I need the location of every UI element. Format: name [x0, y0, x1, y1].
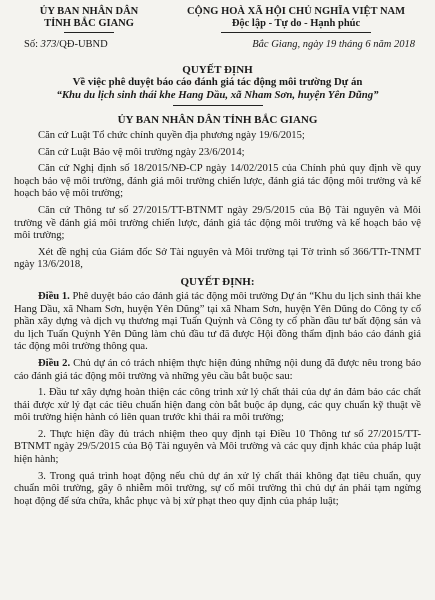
number-prefix: Số: [24, 39, 39, 50]
article-2-item-2: 2. Thực hiện đầy đủ trách nhiệm theo quy định tại Điều 10 Thông tư số 27/2015/TT-BTNMT ngày 29/5/2015 của Bộ Tài nguyên và Môi trường và các quy định khác của pháp luật hiện hành; [14, 428, 421, 466]
preamble-1: Căn cứ Luật Tổ chức chính quyền địa phương ngày 19/6/2015; [38, 130, 305, 141]
issuing-authority [14, 6, 164, 33]
national-motto [171, 6, 421, 33]
preamble-5: Xét đề nghị của Giám đốc Sở Tài nguyên và Môi trường tại Tờ trình số 366/TTr-TNMT ngày 13/6/2018, [14, 246, 421, 271]
document-subject [14, 76, 421, 101]
authority-underline [64, 32, 114, 33]
document-number [14, 39, 108, 50]
number-value: 373 [40, 39, 57, 50]
number-date-row [14, 39, 421, 50]
authority-line1: ỦY BAN NHÂN DÂN [39, 6, 139, 17]
motto-underline [221, 32, 371, 33]
article-1 [14, 291, 421, 354]
document-title: QUYẾT ĐỊNH [182, 64, 253, 76]
article-2 [14, 358, 421, 383]
preamble-3: Căn cứ Nghị định số 18/2015/NĐ-CP ngày 14/02/2015 của Chính phủ quy định về quy hoạch bảo vệ môi trường, đánh giá môi trường chiến lược, đánh giá tác động môi trường và kế hoạch bảo vệ môi trường; [14, 163, 421, 200]
article-2-label: Điều 2. [38, 357, 71, 369]
subject-line2: “Khu du lịch sinh thái khe Hang Dầu, xã Nham Sơn, huyện Yên Dũng” [56, 88, 379, 101]
subject-underline [173, 105, 263, 106]
place-date: Bắc Giang, ngày 19 tháng 6 năm 2018 [252, 39, 415, 50]
document-header [14, 6, 421, 33]
motto: Độc lập - Tự do - Hạnh phúc [231, 18, 361, 29]
authority-line2: TỈNH BẮC GIANG [44, 18, 134, 29]
preamble-4: Căn cứ Thông tư số 27/2015/TT-BTNMT ngày 29/5/2015 của Bộ Tài nguyên và Môi trường về đánh giá môi trường chiến lược, đánh giá tác động môi trường và kế hoạch bảo vệ môi trường; [14, 204, 421, 242]
article-2-text: Chủ dự án có trách nhiệm thực hiện đúng những nội dung đã được nêu trong báo cáo đánh giá tác động môi trường và những yêu cầu bắt buộc sau: [14, 357, 421, 382]
decides-heading: QUYẾT ĐỊNH: [180, 275, 255, 288]
nation-name: CỘNG HOÀ XÃ HỘI CHỦ NGHĨA VIỆT NAM [186, 6, 406, 17]
article-1-text: Phê duyệt báo cáo đánh giá tác động môi trường Dự án “Khu du lịch sinh thái khe Hang Dầu, xã Nham Sơn, huyện Yên Dũng” tại xã Nham Sơn, huyện Yên Dũng do Công ty cổ phần xây dựng và dịch vụ thương mại Tuấn Quỳnh và Công ty cổ phần đầu tư bất động sản và du lịch Tuấn Quỳnh Yên Dũng làm chủ đầu tư đã được Hội đồng thẩm định báo cáo đánh giá tác động môi trường thông qua. [14, 290, 421, 353]
article-2-item-1: 1. Đầu tư xây dựng hoàn thiện các công trình xử lý chất thải của dự án đảm bảo các chất thải được xử lý đạt các tiêu chuẩn hiện đang còn bắt buộc áp dụng, các quy chuẩn kỹ thuật về môi trường hiện hành có liên quan trước khi thải ra môi trường; [14, 387, 421, 424]
subject-line1: Về việc phê duyệt báo cáo đánh giá tác động môi trường Dự án [72, 76, 363, 88]
article-1-label: Điều 1. [38, 290, 70, 302]
preamble-2: Căn cứ Luật Bảo vệ môi trường ngày 23/6/2014; [38, 146, 245, 158]
article-2-item-3: 3. Trong quá trình hoạt động nếu chủ dự án xử lý chất thải không đạt tiêu chuẩn, quy chuẩn môi trường, gây ô nhiễm môi trường, sự cố môi trường thì chủ dự án phải tạm ngừng hoạt động để sửa chữa, khắc phục và bị xử phạt theo quy định của pháp luật; [14, 470, 421, 507]
issuer-heading: ỦY BAN NHÂN DÂN TỈNH BẮC GIANG [117, 114, 318, 126]
number-suffix: /QĐ-UBND [56, 39, 108, 50]
